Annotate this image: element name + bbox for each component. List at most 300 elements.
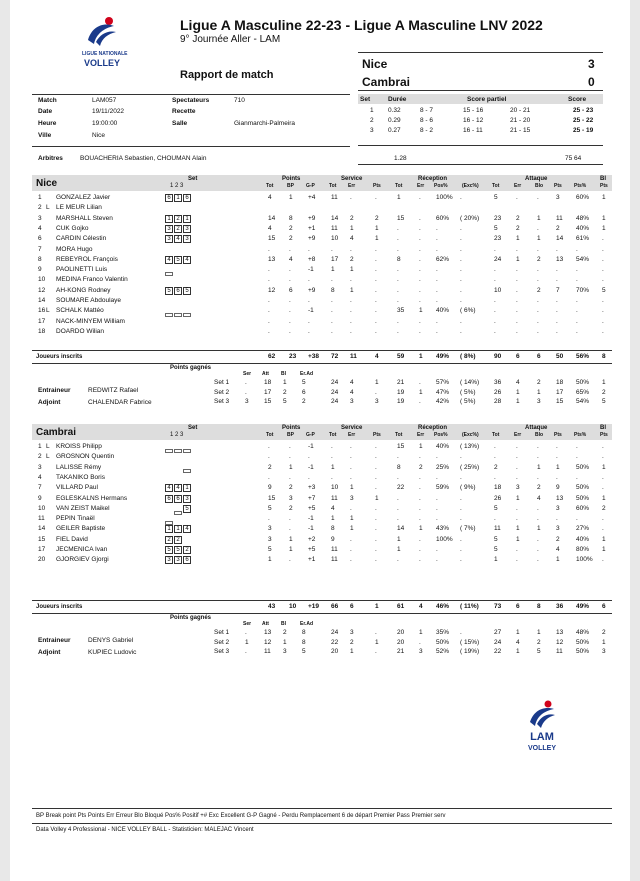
set-pg-0: . [245, 629, 247, 636]
player-pts-1: . [289, 317, 291, 325]
player-number: 1 [38, 443, 42, 450]
player-srv-0: 17 [331, 255, 339, 263]
set-att-3: 15 [556, 398, 564, 405]
player-rec-3: . [460, 556, 462, 564]
set-bl: 1 [602, 379, 606, 386]
player-pts-2: +4 [308, 194, 316, 201]
player-number: 3 [38, 214, 42, 222]
player-rec-0: . [397, 235, 399, 243]
player-pts-1: . [289, 473, 291, 481]
player-rec-0: . [397, 317, 399, 325]
player-srv-1: . [350, 297, 352, 304]
player-bl: 2 [602, 504, 606, 512]
player-srv-2: . [375, 317, 377, 325]
player-srv-1: . [350, 443, 352, 450]
substitution-marker [183, 313, 191, 317]
player-rec-0: 8 [397, 255, 401, 263]
player-name: JECMENICA Ivan [56, 546, 108, 553]
player-name: LE MEUR Lilian [56, 204, 102, 212]
set-srv-0: 24 [331, 629, 339, 636]
player-rec-2: . [436, 224, 438, 232]
set-2-cell: 21 - 20 [510, 117, 531, 124]
player-srv-1: 1 [350, 515, 354, 523]
set-2-cell: 16 - 12 [463, 117, 484, 124]
player-rec-3: . [460, 255, 462, 263]
set-rec-1: 1 [419, 388, 423, 396]
starting-position-box: 4 [165, 484, 173, 492]
player-pts-2: +9 [308, 286, 316, 294]
player-name: GROSNON Quentin [56, 453, 115, 461]
player-rec-2: . [436, 286, 438, 294]
player-att-2: . [537, 453, 539, 461]
player-rec-0: 15 [397, 443, 405, 450]
home-adjoint-label: Adjoint [38, 399, 61, 406]
set-srv-1: 1 [350, 648, 354, 655]
player-rec-0: . [397, 453, 399, 461]
total-srv-1: 6 [350, 603, 354, 610]
player-att-4: . [576, 473, 578, 481]
player-rec-2: 60% [436, 214, 450, 222]
player-srv-1: . [350, 463, 352, 471]
away-reception-header: Réception [418, 425, 448, 431]
total-pts-2: +38 [308, 353, 320, 360]
player-pts-0: . [268, 297, 270, 304]
home-pts-sub-2: G-P [306, 183, 315, 189]
player-pts-0: 3 [268, 535, 272, 543]
player-rec-3: ( 25%) [460, 463, 480, 471]
sets-col-set: Set [360, 96, 371, 103]
player-srv-0: 10 [331, 235, 339, 243]
player-att-2: . [537, 556, 539, 564]
player-att-3: 3 [556, 504, 560, 512]
set-rec-3: . [460, 629, 462, 636]
away-srv-sub-1: Err [348, 432, 356, 438]
player-att-4: 80% [576, 546, 590, 553]
player-att-2: . [537, 535, 539, 543]
player-rec-3: . [460, 546, 462, 553]
set-bl: 2 [602, 388, 606, 396]
set-3-cell: 25 - 19 [573, 127, 594, 134]
total-duration: 1.28 [394, 155, 407, 162]
set-1-cell: 25 - 23 [573, 107, 594, 114]
substitution-marker [165, 521, 173, 525]
player-pts-2: +9 [308, 235, 316, 243]
player-att-4: . [576, 307, 578, 315]
player-pts-0: . [268, 245, 270, 253]
player-name: GEILER Baptiste [56, 525, 106, 533]
player-rec-0: 35 [397, 307, 405, 315]
player-att-3: 14 [556, 235, 564, 243]
player-pts-0: . [268, 473, 270, 481]
set-bl: 1 [602, 638, 606, 646]
player-rec-2: 43% [436, 525, 450, 533]
player-pts-2: . [308, 317, 310, 325]
player-att-2: . [537, 245, 539, 253]
player-att-2: . [537, 546, 539, 553]
set-srv-0: 24 [331, 398, 339, 405]
player-rec-3: ( 7%) [460, 525, 476, 533]
player-bl: 1 [602, 463, 606, 471]
set-row-label: Set 3 [214, 648, 230, 655]
home-pts-sub-0: Tot [266, 183, 274, 189]
total-att-4: 49% [576, 603, 590, 610]
player-att-4: 60% [576, 194, 590, 201]
set-rec-3: ( 19%) [460, 648, 480, 655]
player-pts-0: . [268, 327, 270, 335]
player-rec-0: 1 [397, 535, 401, 543]
player-bl: 1 [602, 494, 606, 502]
player-att-0: 10 [494, 286, 502, 294]
set-srv-2: . [375, 629, 377, 636]
starting-position-box: 2 [165, 536, 173, 544]
player-rec-1: . [419, 317, 421, 325]
player-rec-2: . [436, 556, 438, 564]
player-rec-2: 100% [436, 535, 453, 543]
total-pts-2: +19 [308, 603, 320, 610]
player-rec-0: 8 [397, 463, 401, 471]
home-totals-label: Joueurs inscrits [36, 354, 83, 360]
player-att-4: . [576, 515, 578, 523]
player-att-1: . [516, 556, 518, 564]
set-pg-0: . [245, 379, 247, 386]
player-att-1: . [516, 453, 518, 461]
set-att-3: 13 [556, 629, 564, 636]
lam-logo-brand: VOLLEY [527, 745, 556, 752]
player-att-0: . [494, 276, 496, 284]
total-att-0: 73 [494, 603, 502, 610]
player-rec-0: . [397, 473, 399, 481]
player-bl: . [602, 525, 604, 533]
player-srv-0: 4 [331, 504, 335, 512]
pg-sub-3: Er.Ad [300, 621, 314, 627]
player-rec-0: 15 [397, 214, 405, 222]
player-srv-1: . [350, 276, 352, 284]
player-srv-1: 1 [350, 484, 354, 492]
player-number: 16 [38, 307, 46, 315]
player-pts-2: +5 [308, 504, 316, 512]
set-rec-1: . [419, 379, 421, 386]
player-srv-2: 2 [375, 214, 379, 222]
player-srv-1: . [350, 245, 352, 253]
player-att-2: 2 [537, 286, 541, 294]
home-team-name: Nice [362, 57, 388, 71]
set-rec-0: 19 [397, 398, 405, 405]
player-pts-0: 4 [268, 194, 272, 201]
heure-label: Heure [38, 120, 57, 127]
date-label: Date [38, 108, 53, 115]
logo-brand-text: VOLLEY [83, 58, 120, 68]
away-set-header: Set [188, 425, 198, 431]
home-bl-header: Bl [600, 176, 606, 182]
player-bl: . [602, 443, 604, 450]
home-att-sub-4: Pts% [574, 183, 587, 189]
player-srv-1: 3 [350, 494, 354, 502]
set-row-label: Set 1 [214, 629, 230, 636]
set-srv-0: 24 [331, 379, 339, 386]
player-bl: 5 [602, 286, 606, 294]
player-rec-3: ( 9%) [460, 484, 476, 492]
home-att-sub-0: Tot [492, 183, 500, 189]
player-att-4: . [576, 266, 578, 274]
pg-sub-1: Att [262, 371, 269, 377]
player-att-1: 1 [516, 494, 520, 502]
logo-small-text: LIGUE NATIONALE [82, 51, 128, 57]
set-row-label: Set 2 [214, 388, 230, 396]
player-bl: . [602, 515, 604, 523]
home-adjoint-name: CHALENDAR Fabrice [88, 399, 152, 406]
player-att-3: 11 [556, 214, 563, 222]
set-att-4: 65% [576, 388, 590, 396]
salle-label: Salle [172, 120, 188, 127]
away-pg-label: Points gagnés [170, 615, 212, 621]
player-rec-3: . [460, 276, 462, 284]
player-att-2: 4 [537, 494, 541, 502]
player-pts-0: . [268, 266, 270, 274]
player-pts-2: +1 [308, 556, 316, 564]
player-pts-1: 2 [289, 504, 293, 512]
player-rec-0: 1 [397, 546, 401, 553]
player-att-4: . [576, 276, 578, 284]
set-1-cell: 8 - 7 [420, 107, 434, 114]
set-pg-3: 5 [302, 648, 306, 655]
player-att-1: . [516, 504, 518, 512]
set-rec-3: ( 14%) [460, 379, 480, 386]
player-att-2: . [537, 327, 539, 335]
player-att-3: . [556, 297, 558, 304]
home-attaque-header: Attaque [525, 176, 548, 182]
player-att-0: . [494, 317, 496, 325]
player-att-2: . [537, 276, 539, 284]
player-srv-0: 11 [331, 546, 338, 553]
player-rec-3: . [460, 504, 462, 512]
total-pts-1: 10 [289, 603, 297, 610]
set-2-cell: 25 - 22 [573, 117, 594, 124]
player-att-4: . [576, 245, 578, 253]
set-srv-1: 3 [350, 398, 354, 405]
set-1-cell: 15 - 16 [463, 107, 484, 114]
player-att-0: . [494, 453, 496, 461]
player-srv-0: 11 [331, 556, 338, 564]
report-title: Rapport de match [180, 69, 274, 81]
home-team-header: Nice [36, 178, 58, 189]
player-att-3: 2 [556, 224, 560, 232]
set-srv-1: 3 [350, 629, 354, 636]
player-rec-2: . [436, 494, 438, 502]
player-att-2: . [537, 307, 539, 315]
total-srv-2: 1 [375, 603, 379, 610]
starting-position-box: 5 [183, 505, 191, 513]
substitution-marker [165, 272, 173, 276]
player-pts-1: . [289, 327, 291, 335]
player-srv-0: . [331, 307, 333, 315]
set-row-label: Set 2 [214, 638, 230, 646]
player-srv-2: . [375, 525, 377, 533]
player-rec-2: . [436, 546, 438, 553]
home-coach-label: Entraineur [38, 387, 71, 394]
player-att-1: . [516, 546, 518, 553]
player-att-4: . [576, 317, 578, 325]
player-name: FIEL David [56, 535, 88, 543]
starting-position-box: 3 [183, 225, 191, 233]
player-srv-0: 14 [331, 214, 339, 222]
total-att-2: 8 [537, 603, 541, 610]
player-rec-1: . [419, 297, 421, 304]
player-att-3: . [556, 473, 558, 481]
set-rec-3: ( 15%) [460, 638, 480, 646]
set-pg-2: 2 [283, 388, 287, 396]
player-srv-1: . [350, 546, 352, 553]
away-points-header: Points [282, 425, 301, 431]
set-att-0: 27 [494, 629, 502, 636]
player-srv-0: . [331, 317, 333, 325]
total-att-2: 6 [537, 353, 541, 360]
player-rec-2: 62% [436, 255, 450, 263]
player-srv-0: 1 [331, 515, 335, 523]
player-rec-1: . [419, 245, 421, 253]
player-name: VILLARD Paul [56, 484, 98, 492]
player-att-3: . [556, 245, 558, 253]
player-rec-1: 1 [419, 443, 423, 450]
starting-position-box: 6 [174, 287, 182, 295]
set-att-1: 1 [516, 629, 520, 636]
set-srv-2: 1 [375, 379, 379, 386]
set-pg-3: 5 [302, 379, 306, 386]
player-number: 9 [38, 494, 42, 502]
player-rec-2: . [436, 473, 438, 481]
player-srv-2: . [375, 266, 377, 274]
player-rec-3: . [460, 473, 462, 481]
player-pts-1: 2 [289, 484, 293, 492]
player-pts-2: -1 [308, 307, 314, 315]
away-team-name: Cambrai [362, 75, 411, 89]
player-number: 2 [38, 204, 42, 212]
spectators-label: Spectateurs [172, 97, 210, 104]
player-number: 20 [38, 556, 46, 564]
set-att-0: 28 [494, 398, 502, 405]
home-rec-sub-1: Err [417, 183, 425, 189]
player-att-4: 27% [576, 525, 590, 533]
player-number: 1 [38, 194, 42, 201]
total-att-1: 6 [516, 353, 520, 360]
player-pts-0: 15 [268, 494, 276, 502]
set-pg-2: 1 [283, 379, 287, 386]
total-att-0: 90 [494, 353, 502, 360]
player-pts-2: +8 [308, 255, 316, 263]
player-rec-0: 22 [397, 484, 405, 492]
set-rec-0: 20 [397, 629, 405, 636]
player-srv-2: . [375, 255, 377, 263]
player-number: 9 [38, 266, 42, 274]
player-att-3: . [556, 515, 558, 523]
player-att-2: 1 [537, 463, 541, 471]
total-att-3: 36 [556, 603, 564, 610]
player-number: 11 [38, 515, 45, 523]
home-srv-sub-1: Err [348, 183, 356, 189]
set-pg-2: 1 [283, 638, 287, 646]
player-name: PEPIN Tinaël [56, 515, 95, 523]
set-rec-2: 52% [436, 648, 450, 655]
player-pts-1: 1 [289, 463, 293, 471]
player-rec-1: . [419, 546, 421, 553]
player-rec-2: . [436, 317, 438, 325]
player-att-2: 1 [537, 525, 541, 533]
set-pg-3: 8 [302, 638, 306, 646]
home-srv-sub-0: Tot [329, 183, 337, 189]
player-srv-2: . [375, 546, 377, 553]
player-name: NACK-MINYEM William [56, 317, 125, 325]
away-rec-sub-1: Err [417, 432, 425, 438]
player-srv-0: 1 [331, 266, 335, 274]
starting-position-box: 6 [183, 194, 191, 202]
substitution-marker [165, 449, 173, 453]
away-rec-sub-0: Tot [395, 432, 403, 438]
set-pg-1: 13 [264, 629, 272, 636]
player-srv-1: . [350, 194, 352, 201]
player-att-1: . [516, 266, 518, 274]
player-srv-1: . [350, 453, 352, 461]
player-pts-2: -1 [308, 463, 314, 471]
set-srv-2: 3 [375, 398, 379, 405]
total-srv-1: 11 [350, 353, 357, 360]
player-srv-0: 11 [331, 494, 338, 502]
player-rec-2: 40% [436, 443, 450, 450]
set-pg-2: 3 [283, 648, 287, 655]
total-srv-0: 72 [331, 353, 339, 360]
player-pts-2: -1 [308, 266, 314, 274]
home-coach-name: REDWITZ Rafael [88, 387, 139, 394]
total-rec-3: ( 8%) [460, 353, 476, 360]
player-pts-0: 14 [268, 214, 276, 222]
total-pts-0: 62 [268, 353, 276, 360]
player-srv-0: 8 [331, 286, 335, 294]
away-rec-sub-3: (Exc%) [462, 432, 479, 438]
player-srv-2: . [375, 453, 377, 461]
set-srv-2: . [375, 388, 377, 396]
player-pts-0: 5 [268, 546, 272, 553]
player-pts-2: -1 [308, 525, 314, 533]
pg-sub-2: Bl [281, 371, 286, 377]
player-att-0: . [494, 443, 496, 450]
player-bl: 1 [602, 214, 606, 222]
player-rec-2: . [436, 276, 438, 284]
player-att-3: 3 [556, 194, 560, 201]
set-3-cell: 3 [370, 127, 374, 134]
player-pts-2: . [308, 453, 310, 461]
player-att-0: 24 [494, 255, 502, 263]
player-rec-2: . [436, 297, 438, 304]
player-pts-1: 1 [289, 194, 293, 201]
away-coach-name: DENYS Gabriel [88, 637, 134, 644]
player-att-2: . [537, 515, 539, 523]
set-pg-3: 6 [302, 388, 306, 396]
player-rec-1: . [419, 214, 421, 222]
player-srv-0: . [331, 473, 333, 481]
player-number: 17 [38, 546, 46, 553]
home-set-header: Set [188, 176, 198, 182]
player-att-0: . [494, 473, 496, 481]
match-time: 19:00:00 [92, 120, 118, 127]
set-pg-1: 11 [264, 648, 271, 655]
set-pg-3: 2 [302, 398, 306, 405]
starting-position-box: 4 [174, 235, 182, 243]
starting-position-box: 5 [165, 546, 173, 554]
player-srv-2: . [375, 463, 377, 471]
player-att-0: . [494, 266, 496, 274]
player-rec-0: . [397, 556, 399, 564]
match-city: Nice [92, 132, 106, 139]
player-name: SCHALK Mattéo [56, 307, 104, 315]
player-srv-1: . [350, 473, 352, 481]
